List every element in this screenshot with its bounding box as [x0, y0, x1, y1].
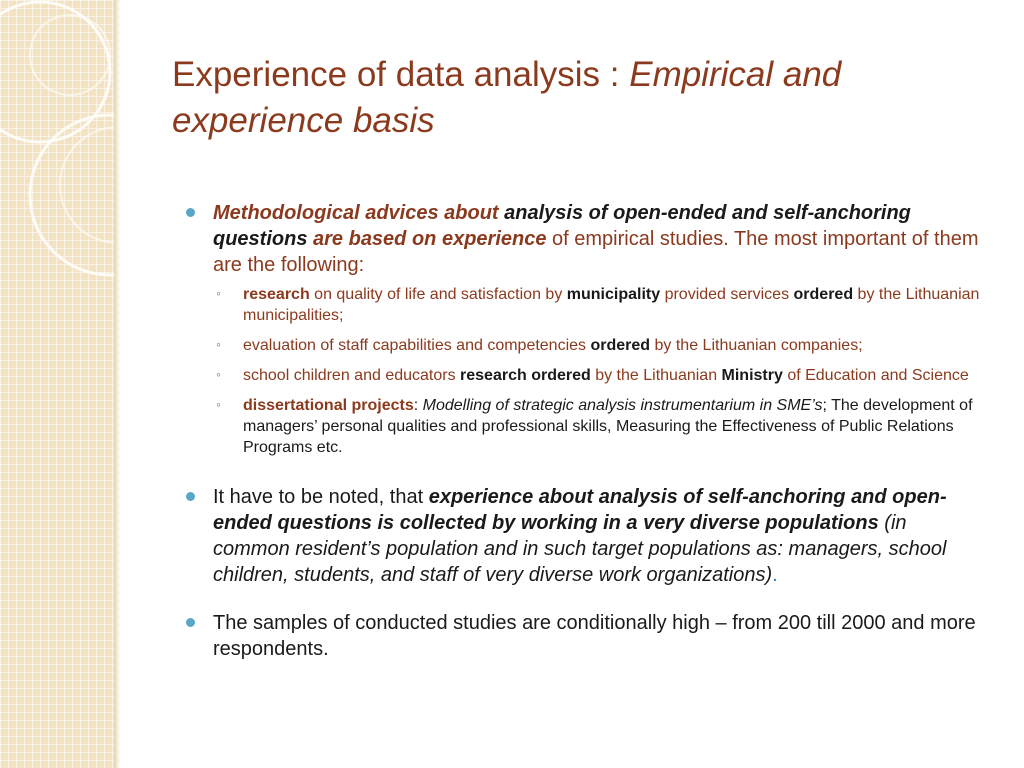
- sub-3-run-3: by the Lithuanian: [590, 367, 722, 384]
- sub-4-run-1: dissertational projects: [243, 397, 414, 414]
- bullet-3-run-1: The samples of conducted studies are conditionally high – from 200 till 2000 and more respondents.: [213, 612, 976, 660]
- subbullet-item: [213, 284, 986, 326]
- bullet-1-run-4: of empirical studies. The most important of them are the following:: [213, 228, 979, 276]
- bullet-1-run-3: are based on experience: [307, 228, 547, 250]
- sub-3-run-2: research ordered: [460, 367, 591, 384]
- decorative-side-panel: [0, 0, 114, 768]
- bullet-2-run-4: .: [772, 564, 778, 586]
- sub-4-run-2: :: [413, 397, 423, 414]
- subbullet-list: [213, 284, 986, 458]
- decorative-circles: [0, 0, 114, 768]
- bullet-experience-noted: [186, 484, 986, 588]
- sub-3-run-5: of Education and Science: [782, 367, 969, 384]
- subbullet-item: [213, 335, 986, 356]
- sub-4-run-3: Modelling of strategic analysis instrumentarium in SME’s: [422, 397, 823, 414]
- title-italic: Empirical and experience basis: [172, 55, 842, 140]
- sub-1-run-1: research: [243, 286, 310, 303]
- title-plain: Experience of data analysis :: [172, 55, 630, 94]
- bullet-methodological-advices: [186, 200, 986, 458]
- sub-3-run-4: Ministry: [721, 367, 783, 384]
- sub-2-run-2: ordered: [590, 337, 651, 354]
- dot-bullet-icon: [186, 618, 195, 627]
- bullet-2-run-1: It have to be noted, that: [213, 486, 429, 508]
- bullet-1-run-1: Methodological advices about: [213, 202, 499, 224]
- sub-3-run-1: school children and educators: [243, 367, 461, 384]
- bullet-1-run-2: analysis of open-ended and self-anchoring questions: [213, 202, 911, 250]
- subbullet-item: [213, 395, 986, 458]
- dot-bullet-icon: [186, 208, 195, 217]
- sub-4-run-4: ; The development of managers’ personal qualities and professional skills, Measuring the Effectiveness of Public Relations Programs etc.: [243, 397, 973, 456]
- ring-bullet-icon: ◦: [216, 366, 221, 382]
- sub-2-run-3: by the Lithuanian companies;: [650, 337, 863, 354]
- subbullet-item: [213, 365, 986, 386]
- slide-content: [186, 200, 986, 662]
- bullet-2-run-3: (in common resident’s population and in such target populations as: managers, school children, students, and staff of very diverse work organizations): [213, 512, 947, 586]
- dot-bullet-icon: [186, 492, 195, 501]
- sub-1-run-6: by the Lithuanian municipalities;: [243, 286, 980, 324]
- sub-2-run-1: evaluation of staff capabilities and competencies: [243, 337, 591, 354]
- ring-bullet-icon: ◦: [216, 285, 221, 301]
- ring-bullet-icon: ◦: [216, 336, 221, 352]
- slide-title: [172, 52, 972, 144]
- sub-1-run-3: municipality: [566, 286, 661, 303]
- bullet-2-run-2: experience about analysis of self-anchoring and open-ended questions is collected by working in a very diverse populations: [213, 486, 947, 534]
- bullet-samples: [186, 610, 986, 662]
- sub-1-run-2: on quality of life and satisfaction by: [309, 286, 567, 303]
- ring-bullet-icon: ◦: [216, 396, 221, 412]
- side-panel-edge: [114, 0, 120, 768]
- sub-1-run-5: ordered: [793, 286, 854, 303]
- sub-1-run-4: provided services: [660, 286, 794, 303]
